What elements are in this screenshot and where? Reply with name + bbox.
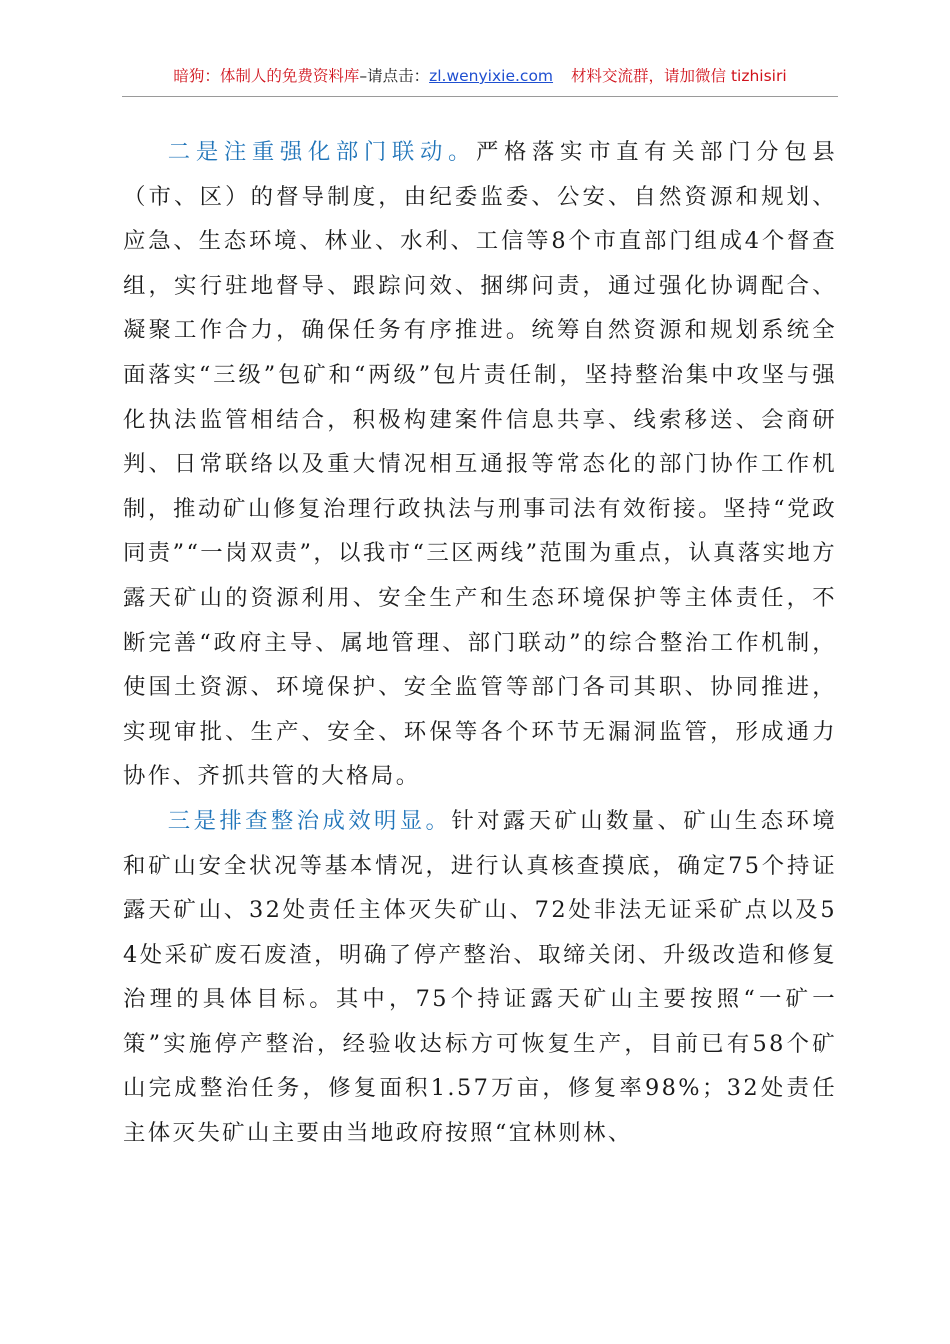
page-header bbox=[122, 58, 838, 97]
header-site-label: 暗狗：体制人的免费资料库 bbox=[173, 67, 360, 85]
header-link[interactable]: zl.wenyixie.com bbox=[429, 67, 554, 85]
paragraph-heading: 二是注重强化部门联动。 bbox=[167, 139, 476, 165]
header-group-text: 材料交流群，请加微信 tizhisiri bbox=[571, 67, 787, 85]
paragraph-department-linkage bbox=[123, 130, 837, 799]
header-prompt-label: –请点击： bbox=[359, 67, 430, 85]
paragraph-text: 严格落实市直有关部门分包县（市、区）的督导制度，由纪委监委、公安、自然资源和规划、应急、生态环境、林业、水利、工信等8个市直部门组成4个督查组，实行驻地督导、跟踪问效、捆绑问责，通过强化协调配合、凝聚工作合力，确保任务有序推进。统筹自然资源和规划系统全面落实“三级”包矿和“两级”包片责任制，坚持整治集中攻坚与强化执法监管相结合，积极构建案件信息共享、线索移送、会商研判、日常联络以及重大情况相互通报等常态化的部门协作工作机制，推动矿山修复治理行政执法与刑事司法有效衔接。坚持“党政同责”“一岗双责”，以我市“三区两线”范围为重点，认真落实地方露天矿山的资源利用、安全生产和生态环境保护等主体责任，不断完善“政府主导、属地管理、部门联动”的综合整治工作机制，使国土资源、环境保护、安全监管等部门各司其职、协同推进，实现审批、生产、安全、环保等各个环节无漏洞监管，形成通力协作、齐抓共管的大格局。 bbox=[123, 139, 838, 790]
document-body bbox=[123, 130, 837, 1156]
paragraph-rectification-results bbox=[123, 799, 837, 1156]
paragraph-text: 针对露天矿山数量、矿山生态环境和矿山安全状况等基本情况，进行认真核查摸底，确定75个持证露天矿山、32处责任主体灭失矿山、72处非法无证采矿点以及54处采矿废石废渣，明确了停产整治、取缔关闭、升级改造和修复治理的具体目标。其中，75个持证露天矿山主要按照“一矿一策”实施停产整治，经验收达标方可恢复生产，目前已有58个矿山完成整治任务，修复面积1.57万亩，修复率98%；32处责任主体灭失矿山主要由当地政府按照“宜林则林、 bbox=[123, 807, 838, 1147]
paragraph-heading: 三是排查整治成效明显。 bbox=[167, 807, 452, 834]
